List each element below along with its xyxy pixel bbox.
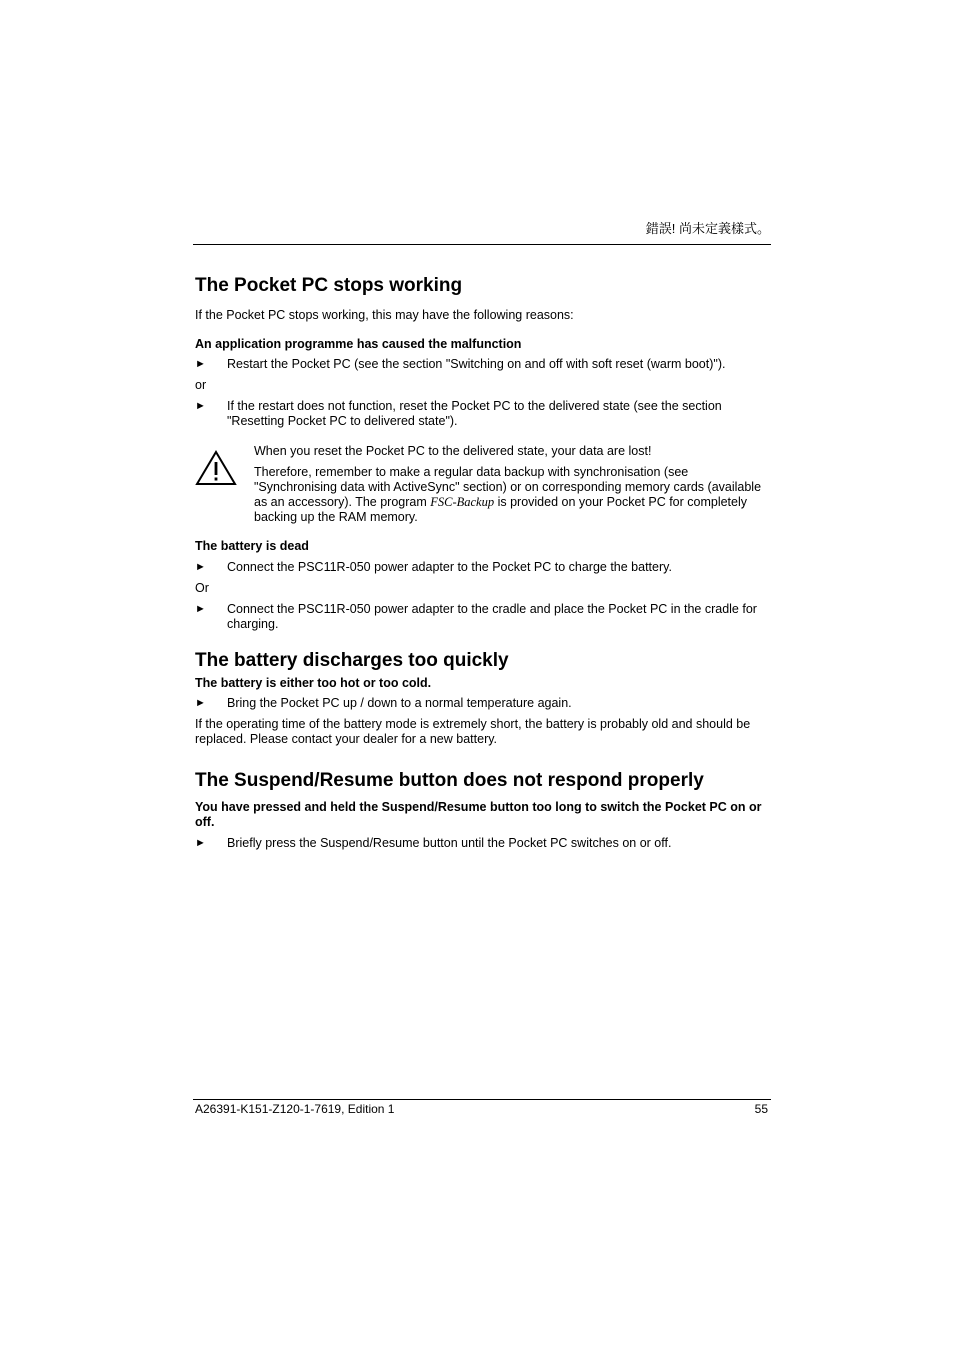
warning-notice [195,444,770,525]
subheading-application: An application programme has caused the malfunction [195,337,522,351]
page-content [195,274,770,851]
subheading-suspend-held: You have pressed and held the Suspend/Resume button too long to switch the Pocket PC on or off. [195,800,762,829]
list-item: ► Connect the PSC11R-050 power adapter to the cradle and place the Pocket PC in the cradle for charging. [195,602,757,631]
intro-text: If the Pocket PC stops working, this may have the following reasons: [195,308,574,322]
section-title-battery-discharges: The battery discharges too quickly [195,650,509,671]
list-item: ► Restart the Pocket PC (see the section "Switching on and off with soft reset (warm boot)"). [195,357,726,371]
warning-line-1: When you reset the Pocket PC to the delivered state, your data are lost! [254,444,652,458]
running-header: 錯誤! 尚未定義樣式。 [645,221,770,236]
list-item: ► Bring the Pocket PC up / down to a normal temperature again. [195,696,572,710]
list-item: ► If the restart does not function, reset the Pocket PC to the delivered state (see the section "Resetting Pocket PC to delivered state"). [195,399,722,428]
subheading-battery-temp: The battery is either too hot or too cold. [195,676,432,690]
program-name: FSC-Backup [430,495,495,509]
section-title-suspend-resume: The Suspend/Resume button does not respond properly [195,770,704,791]
bullet-arrow-icon: ► [195,358,206,370]
list-item: ► Briefly press the Suspend/Resume button until the Pocket PC switches on or off. [195,836,672,850]
page-number: 55 [754,1102,768,1116]
document-id: A26391-K151-Z120-1-7619, Edition 1 [195,1102,395,1116]
battery-paragraph: If the operating time of the battery mode is extremely short, the battery is probably old and should be replaced. Please contact your dealer for a new battery. [195,717,751,746]
warning-line-2: Therefore, remember to make a regular data backup with synchronisation (see "Synchronising data with ActiveSync" section) or on corresponding memory cards (available as an accessory). The program FSC-Backup is provided on your Pocket PC for completely backing up the RAM memory. [254,465,762,524]
warning-icon [195,450,237,486]
bullet-arrow-icon: ► [195,400,206,412]
section-title-pocket-pc-stops: The Pocket PC stops working [195,275,463,296]
subheading-battery-dead: The battery is dead [195,539,309,553]
bullet-arrow-icon: ► [195,697,206,709]
or-text: or [195,378,207,392]
footer-rule [193,1099,771,1100]
bullet-arrow-icon: ► [195,603,206,615]
bullet-arrow-icon: ► [195,837,206,849]
list-item: ► Connect the PSC11R-050 power adapter to the Pocket PC to charge the battery. [195,560,672,574]
header-rule [193,244,771,245]
or-text: Or [195,581,209,595]
bullet-arrow-icon: ► [195,561,206,573]
